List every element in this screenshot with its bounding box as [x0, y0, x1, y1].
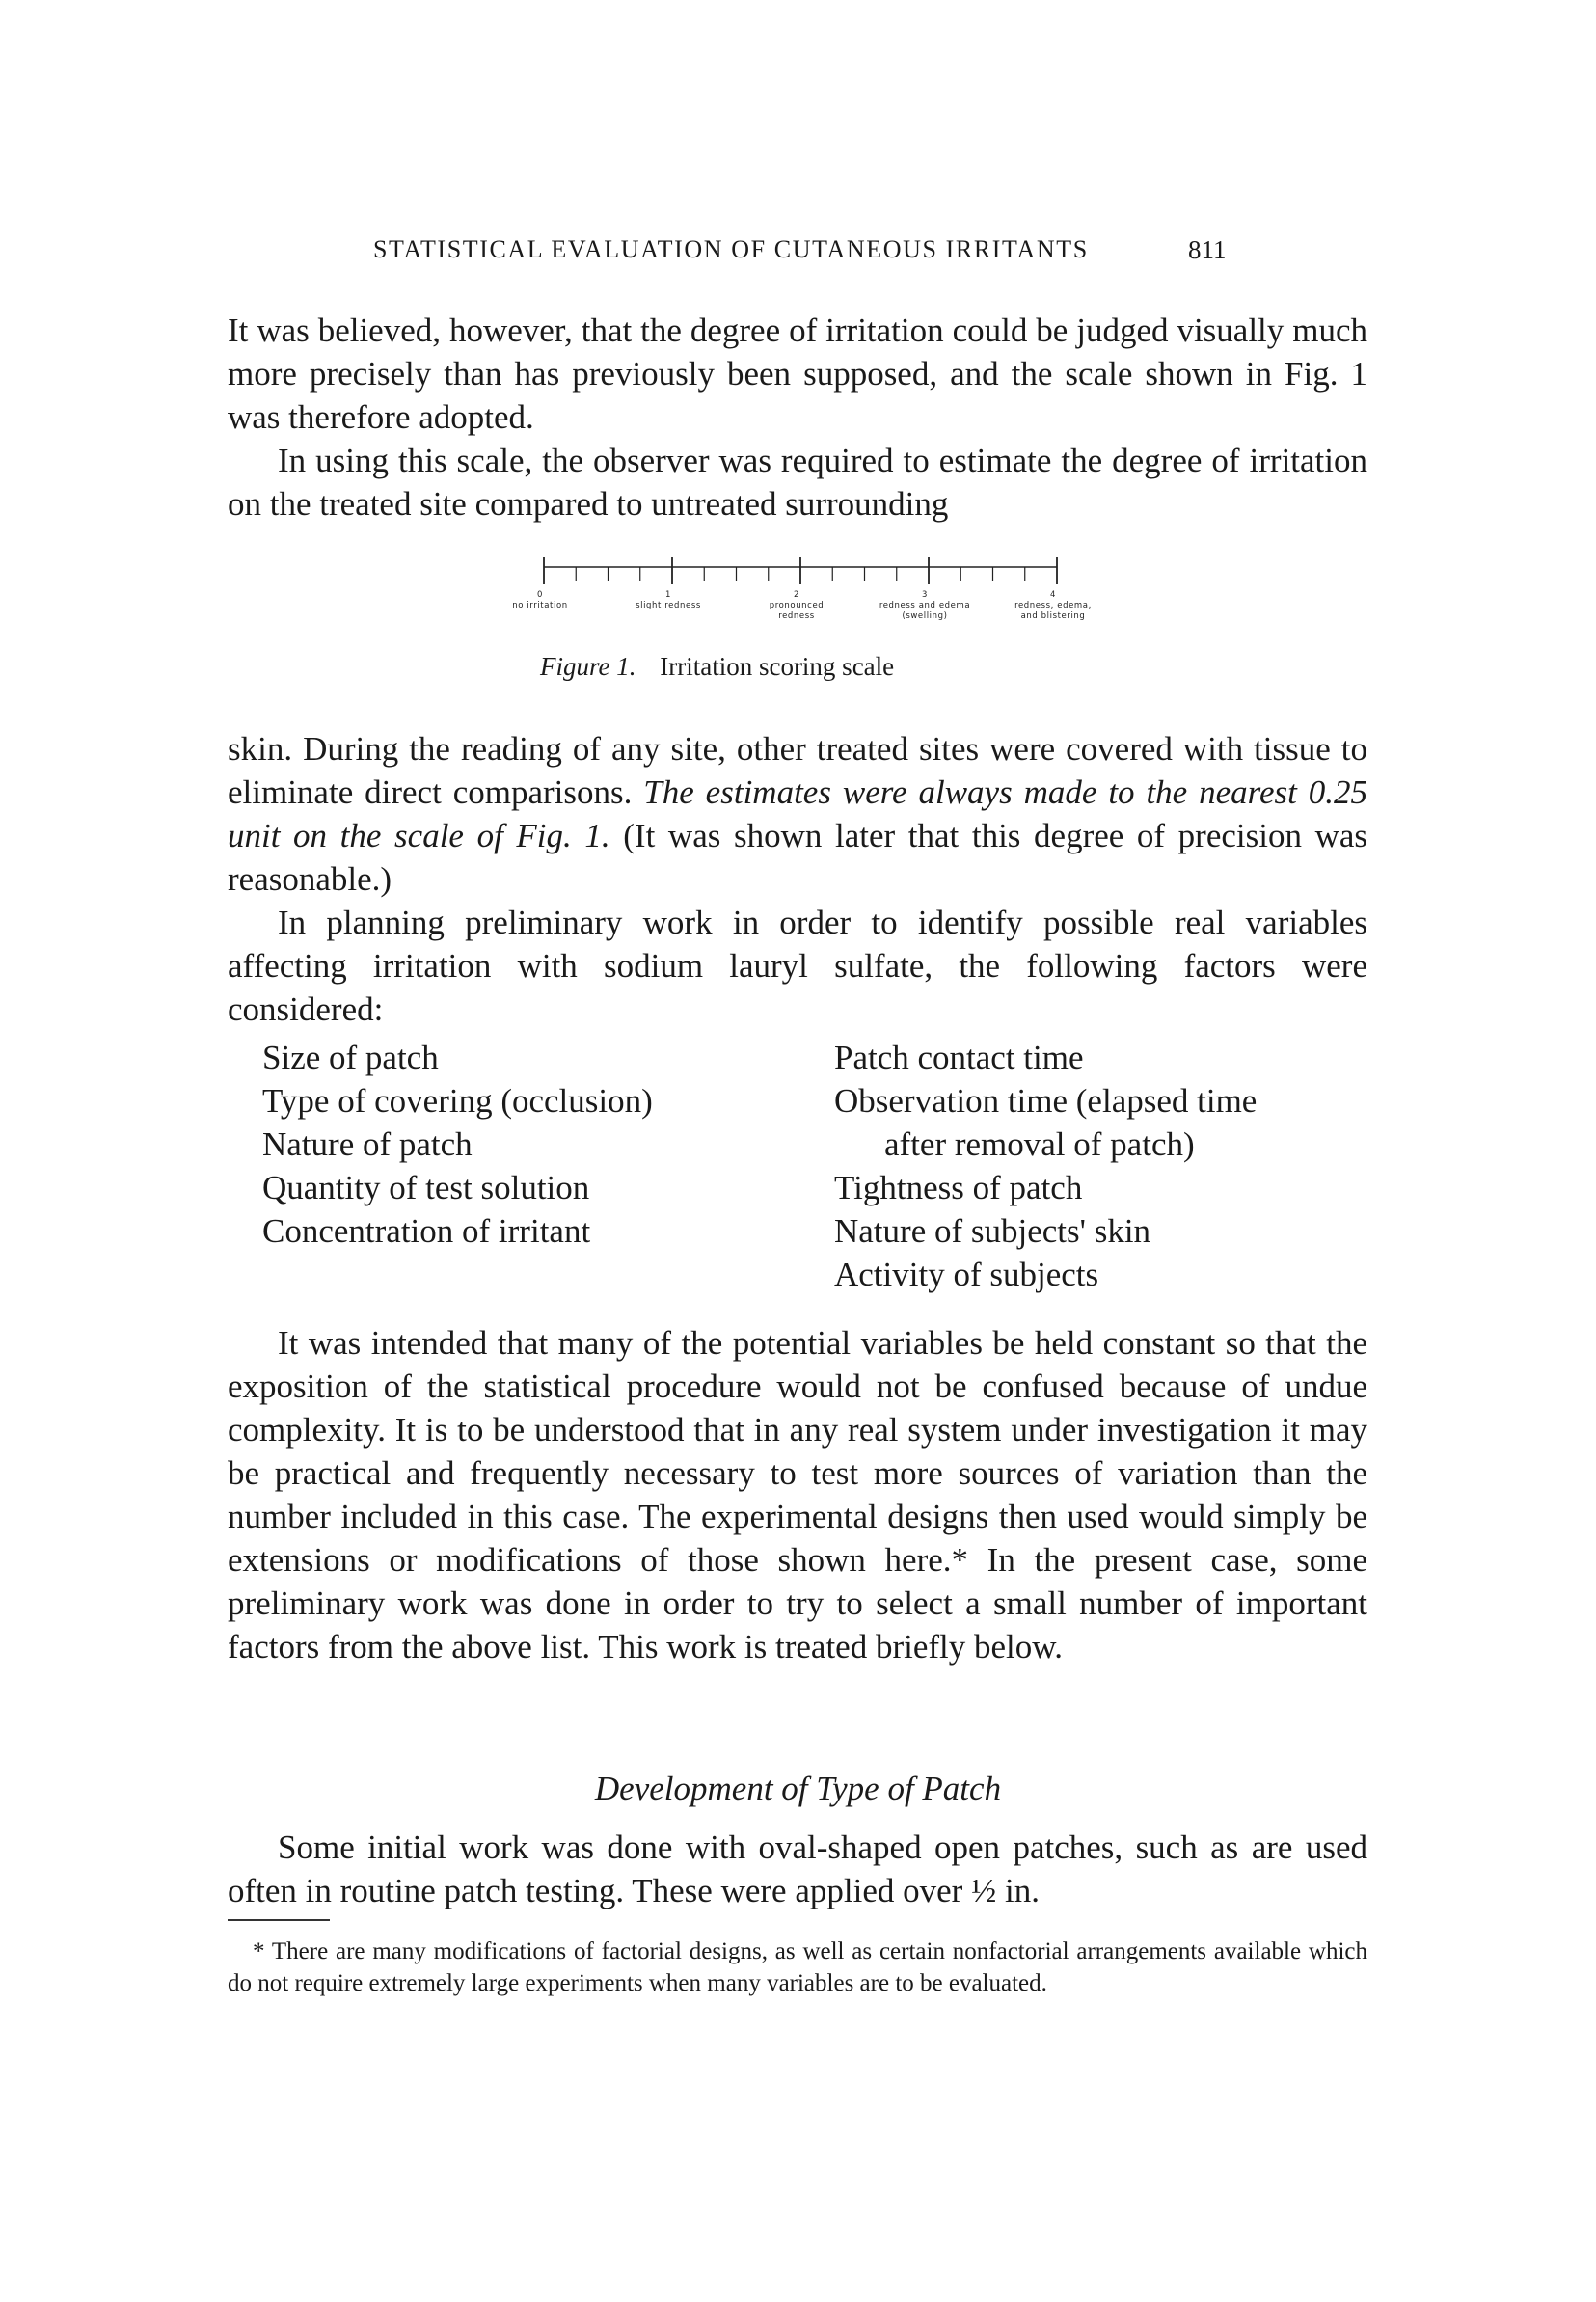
paragraph-3: [228, 727, 1367, 901]
scale-number: 0: [536, 590, 543, 600]
paragraph-6: Some initial work was done with oval-shaped open patches, such as are used often in routine patch testing. These were applied over ½ in.: [228, 1828, 1367, 1909]
factor-item: Quantity of test solution: [262, 1169, 590, 1206]
footnote: [228, 1936, 1367, 1999]
scale-description: no irritation: [512, 601, 568, 610]
figure-label: Figure 1.: [540, 652, 636, 681]
paragraph-5: It was intended that many of the potential variables be held constant so that the exposition of the statistical procedure would not be confused because of undue complexity. It is to be understood that in any real system under investigation it may be practical and frequently necessary to test more sources of variation than the number included in this case. The experimental designs then used would simply be extensions or modifications of those shown here.* In the present case, some preliminary work was done in order to try to select a small number of important factors from the above list. This work is treated briefly below.: [228, 1324, 1367, 1666]
section-heading: Development of Type of Patch: [594, 1770, 1002, 1807]
scale-number: 1: [664, 590, 671, 600]
scale-label-0: [494, 590, 586, 611]
scale-label-1: [622, 590, 715, 611]
footnote-text: * There are many modifications of factorial designs, as well as certain nonfactorial arrangements available which do not require extremely large experiments when many variables are to be evaluated.: [228, 1938, 1367, 1996]
paragraph-2: In using this scale, the observer was required to estimate the degree of irritation on the treated site compared to untreated surrounding: [228, 442, 1367, 523]
scale-number: 4: [1049, 590, 1056, 600]
paragraph-1: It was believed, however, that the degree of irritation could be judged visually much more precisely than has previously been supposed, and the scale shown in Fig. 1 was therefore adopted.: [228, 311, 1367, 436]
scale-number: 2: [793, 590, 799, 600]
paragraph-4: In planning preliminary work in order to identify possible real variables affecting irritation with sodium lauryl sulfate, the following factors were considered:: [228, 904, 1367, 1028]
scale-label-2: [750, 590, 843, 622]
scale-description: redness, edema, and blistering: [1014, 601, 1092, 621]
scale-description: redness and edema (swelling): [879, 601, 971, 621]
body-block-3: [228, 1321, 1367, 1668]
factor-list-right: [834, 1036, 1257, 1296]
footnote-rule: [228, 1919, 330, 1921]
scale-description: pronounced redness: [769, 601, 825, 621]
scale-label-4: [1007, 590, 1099, 622]
body-block-4: [228, 1826, 1367, 1912]
page-number: 811: [1188, 235, 1227, 264]
factor-item: Nature of subjects' skin: [834, 1212, 1151, 1250]
scale-number: 3: [921, 590, 928, 600]
running-head: STATISTICAL EVALUATION OF CUTANEOUS IRRITANTS: [373, 235, 1089, 263]
body-block-1: [228, 309, 1367, 526]
factor-item: Observation time (elapsed time: [834, 1082, 1258, 1120]
factor-item: Type of covering (occlusion): [262, 1082, 653, 1120]
paragraph-3-start: skin. During the reading of any site, other treated sites were covered with tissue to eliminate direct comparisons.: [228, 730, 1367, 811]
factor-item: Tightness of patch: [834, 1169, 1083, 1206]
scale-description: slight redness: [636, 601, 701, 610]
factor-item: Activity of subjects: [834, 1256, 1099, 1293]
factor-list-left: [262, 1036, 653, 1253]
scale-label-3: [879, 590, 971, 622]
paragraph-3-end: (It was shown later that this degree of precision was reasonable.): [228, 817, 1368, 898]
figure-caption: [540, 652, 894, 682]
factor-item-continuation: after removal of patch): [884, 1125, 1195, 1163]
figure-caption-text: Irritation scoring scale: [660, 652, 895, 681]
irritation-scale-figure: [512, 557, 1092, 621]
factor-item: Size of patch: [262, 1039, 439, 1076]
paragraph-3-emphasis: The estimates were always made to the nearest 0.25 unit on the scale of Fig. 1.: [228, 773, 1368, 854]
body-block-2: [228, 727, 1367, 1031]
factor-item: Nature of patch: [262, 1125, 473, 1163]
factor-item: Patch contact time: [834, 1039, 1084, 1076]
factor-item: Concentration of irritant: [262, 1212, 591, 1250]
